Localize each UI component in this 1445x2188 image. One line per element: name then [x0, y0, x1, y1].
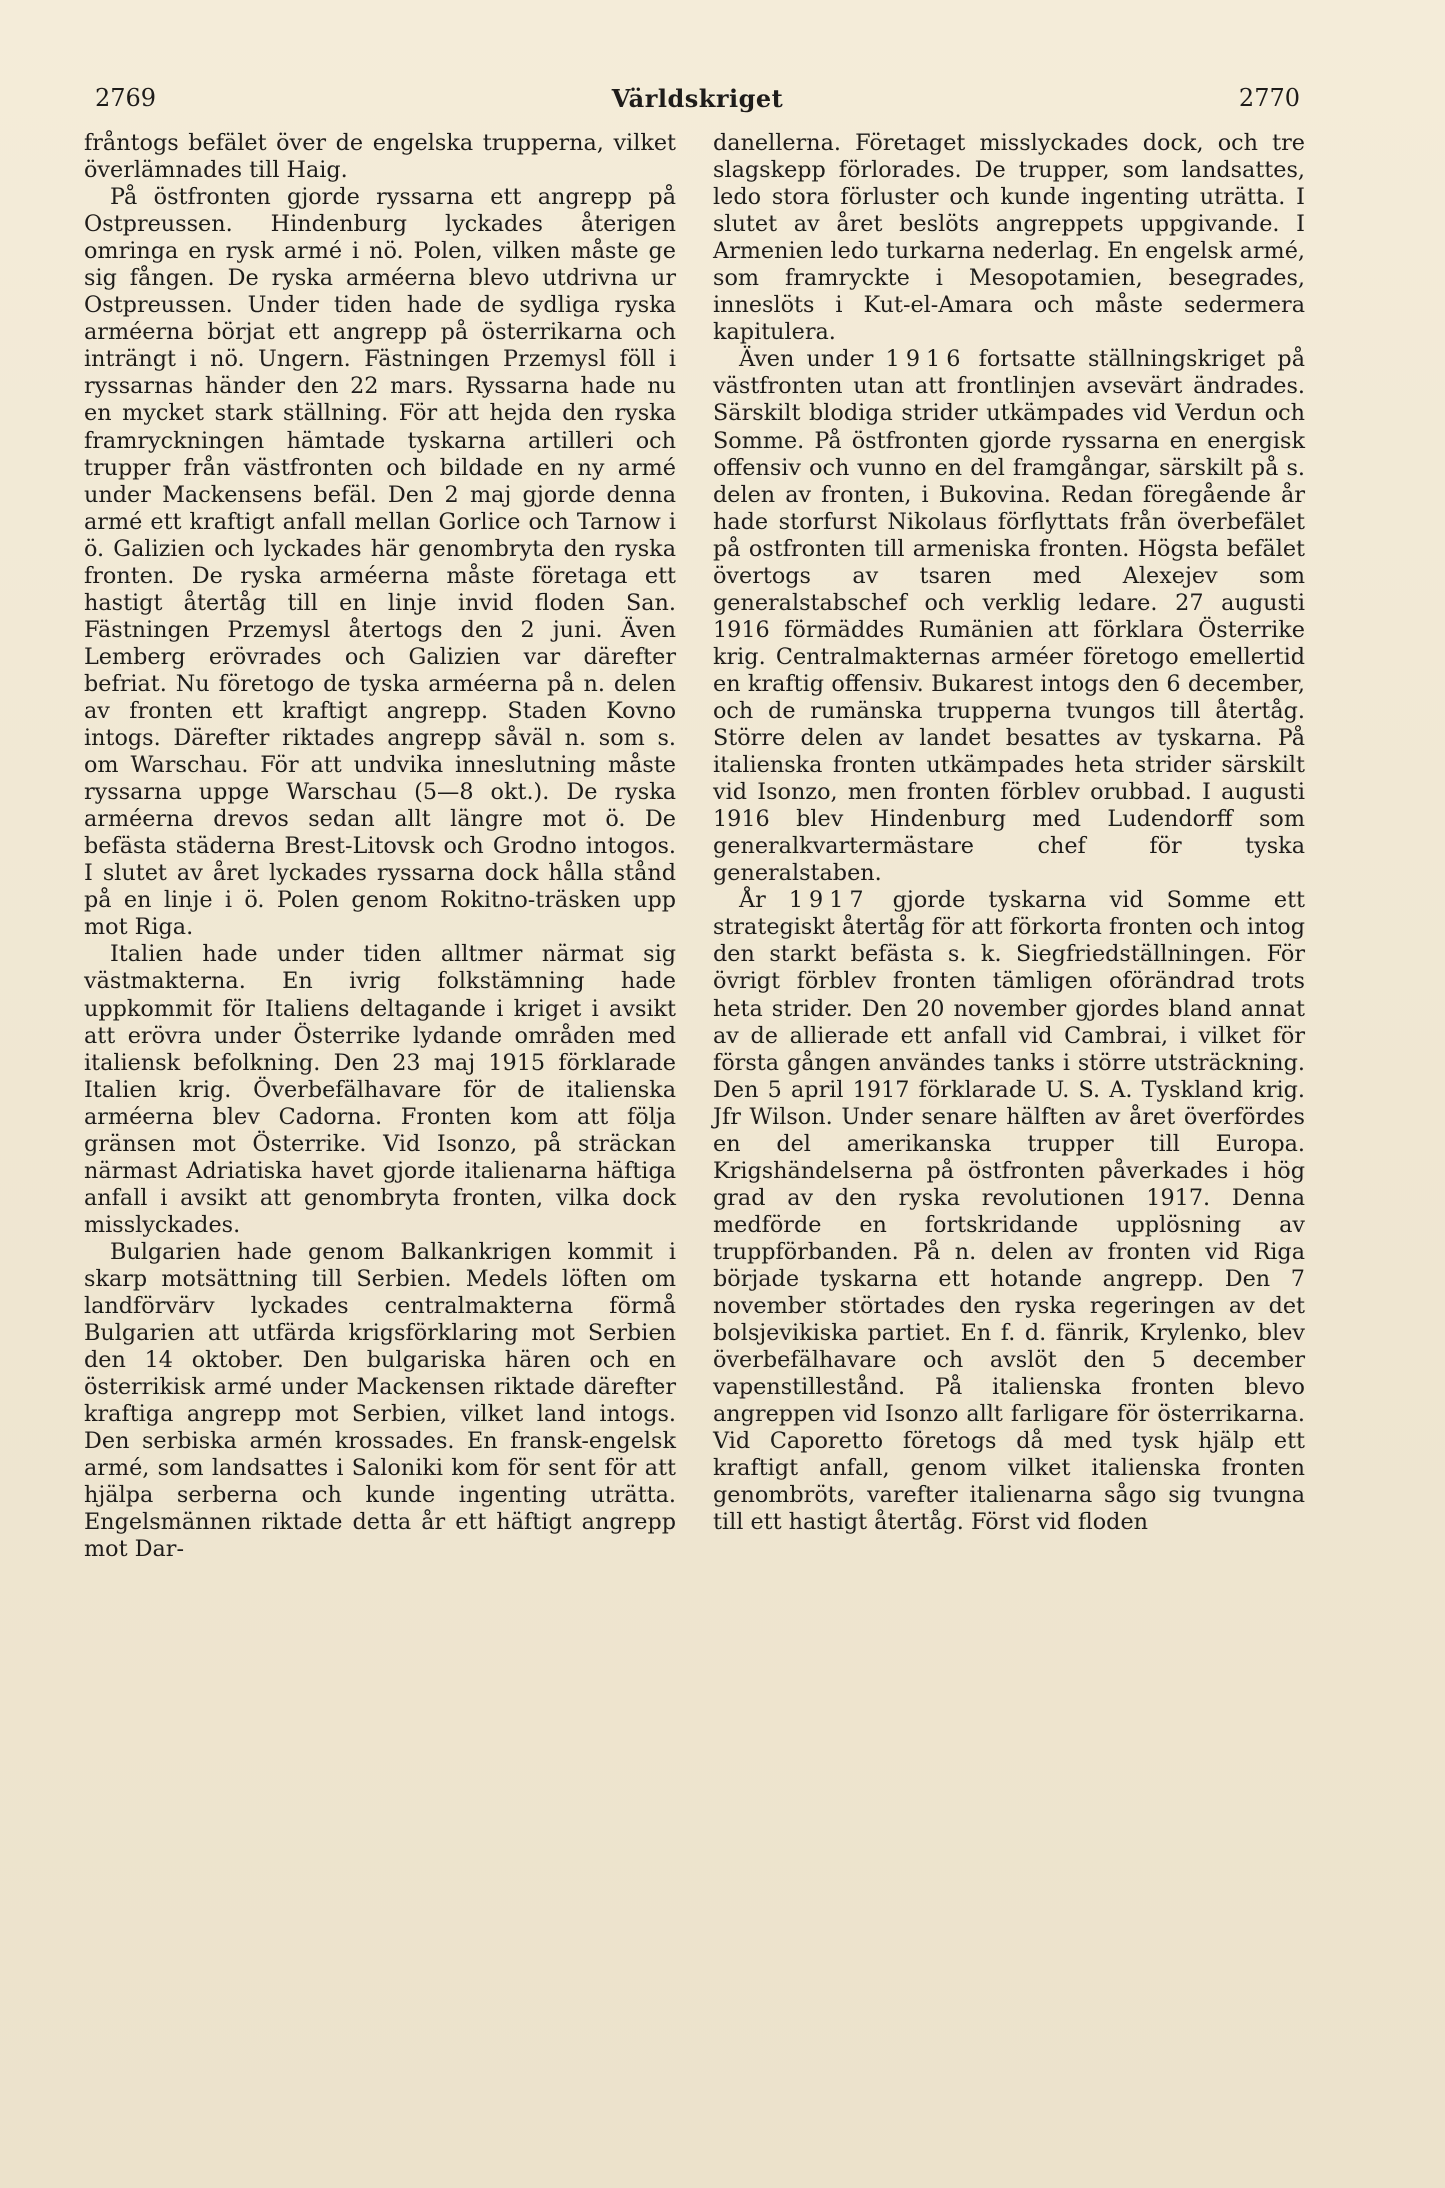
left-column [84, 130, 676, 1563]
paragraph: På östfronten gjorde ryssarna ett angrepp på Ostpreussen. Hindenburg lyckades återigen omringa en rysk armé i nö. Polen, vilken måste ge sig fången. De ryska arméerna blevo utdrivna ur Ostpreussen. Under tiden hade de sydliga ryska arméerna börjat ett angrepp på österrikarna och inträngt i nö. Ungern. Fästningen Przemysl föll i ryssarnas händer den 22 mars. Ryssarna hade nu en mycket stark ställning. För att hejda den ryska framryckningen hämtade tyskarna artilleri och trupper från västfronten och bildade en ny armé under Mackensens befäl. Den 2 maj gjorde denna armé ett kraftigt anfall mellan Gorlice och Tarnow i ö. Galizien och lyckades här genombryta den ryska fronten. De ryska arméerna måste företaga ett hastigt återtåg till en linje invid floden San. Fästningen Przemysl återtogs den 2 juni. Även Lemberg erövrades och Galizien var därefter befriat. Nu företogo de tyska arméerna på n. delen av fronten ett kraftigt angrepp. Staden Kovno intogs. Därefter riktades angrepp såväl n. som s. om Warschau. För att undvika inneslutning måste ryssarna uppge Warschau (5—8 okt.). De ryska arméerna drevos sedan allt längre mot ö. De befästa städerna Brest-Litovsk och Grodno intogos. I slutet av året lyckades ryssarna dock hålla stånd på en linje i ö. Polen genom Rokitno-träsken upp mot Riga. [84, 184, 676, 941]
right-column [713, 130, 1305, 1536]
paragraph-lead: År [739, 887, 766, 914]
paragraph [713, 346, 1305, 887]
paragraph: Italien hade under tiden alltmer närmat sig västmakterna. En ivrig folkstämning hade uppkommit för Italiens deltagande i kriget i avsikt att erövra under Österrike lydande områden med italiensk befolkning. Den 23 maj 1915 förklarade Italien krig. Överbefälhavare för de italienska arméerna blev Cadorna. Fronten kom att följa gränsen mot Österrike. Vid Isonzo, på sträckan närmast Adriatiska havet gjorde italienarna häftiga anfall i avsikt att genombryta fronten, vilka dock misslyckades. [84, 941, 676, 1238]
paragraph-body: gjorde tyskarna vid Somme ett strategiskt återtåg för att förkorta fronten och intog den starkt befästa s. k. Siegfriedställningen. För övrigt förblev fronten tämligen oförändrad trots heta strider. Den 20 november gjordes bland annat av de allierade ett anfall vid Cambrai, i vilket för första gången användes tanks i större utsträckning. Den 5 april 1917 förklarade U. S. A. Tyskland krig. Jfr Wilson. Under senare hälften av året överfördes en del amerikanska trupper till Europa. Krigshändelserna på östfronten påverkades i hög grad av den ryska revolutionen 1917. Denna medförde en fortskridande upplösning av truppförbanden. På n. delen av fronten vid Riga började tyskarna ett hotande angrepp. Den 7 november störtades den ryska regeringen av det bolsjevikiska partiet. En f. d. fänrik, Krylenko, blev överbefälhavare och avslöt den 5 december vapenstillestånd. På italienska fronten blevo angreppen vid Isonzo allt farligare för österrikarna. Vid Caporetto företogs då med tysk hjälp ett kraftigt anfall, genom vilket italienska fronten genombröts, varefter italienarna sågo sig tvungna till ett hastigt återtåg. Först vid floden [713, 887, 1306, 1536]
paragraph: Bulgarien hade genom Balkankrigen kommit i skarp motsättning till Serbien. Medels löften om landförvärv lyckades centralmakterna förmå Bulgarien att utfärda krigsförklaring mot Serbien den 14 oktober. Den bulgariska hären och en österrikisk armé under Mackensen riktade därefter kraftiga angrepp mot Serbien, vilket land intogs. Den serbiska armén krossades. En fransk-engelsk armé, som landsattes i Saloniki kom för sent för att hjälpa serberna och kunde ingenting uträtta. Engelsmännen riktade detta år ett häftigt angrepp mot Dar- [84, 1238, 676, 1563]
page-number-left: 2769 [95, 84, 157, 112]
page-number-right: 2770 [1238, 84, 1300, 112]
paragraph: danellerna. Företaget misslyckades dock, och tre slagskepp förlorades. De trupper, som landsattes, ledo stora förluster och kunde ingenting uträtta. I slutet av året beslöts angreppets uppgivande. I Armenien ledo turkarna nederlag. En engelsk armé, som framryckte i Mesopotamien, besegrades, inneslöts i Kut-el-Amara och måste sedermera kapitulera. [713, 130, 1305, 346]
paragraph-lead: Även under [739, 346, 874, 373]
paragraph [713, 887, 1305, 1536]
paragraph-body: fortsatte ställningskriget på västfronten utan att frontlinjen avsevärt ändrades. Särskilt blodiga strider utkämpades vid Verdun och Somme. På östfronten gjorde ryssarna en energisk offensiv och vunno en del framgångar, särskilt på s. delen av fronten, i Bukovina. Redan föregående år hade storfurst Nikolaus förflyttats från överbefälet på ostfronten till armeniska fronten. Högsta befälet övertogs av tsaren med Alexejev som generalstabschef och verklig ledare. 27 augusti 1916 förmäddes Rumänien att förklara Österrike krig. Centralmakternas arméer företogo emellertid en kraftig offensiv. Bukarest intogs den 6 december, och de rumänska trupperna tvungos till återtåg. Större delen av landet besattes av tyskarna. På italienska fronten utkämpades heta strider särskilt vid Isonzo, men fronten förblev orubbad. I augusti 1916 blev Hindenburg med Ludendorff som generalkvartermästare chef för tyska generalstaben. [713, 346, 1305, 887]
year-1916: 1916 [885, 346, 967, 373]
page-header [95, 84, 1300, 124]
running-title: Världskriget [611, 84, 784, 113]
paragraph: fråntogs befälet över de engelska trupperna, vilket överlämnades till Haig. [84, 130, 676, 184]
year-1917: 1917 [788, 887, 870, 914]
